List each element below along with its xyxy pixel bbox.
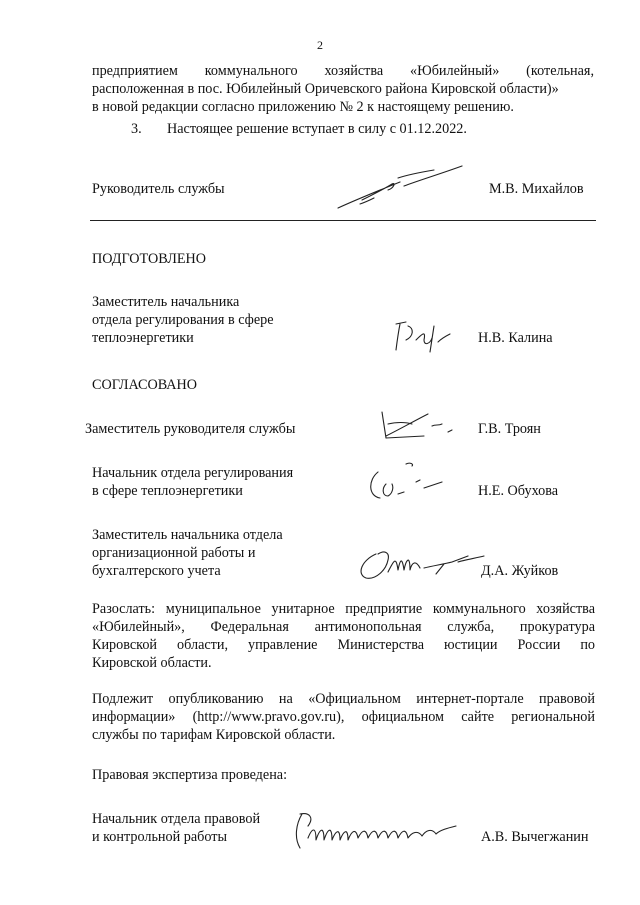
agreed-title-line: Заместитель начальника отдела <box>92 527 283 543</box>
prepared-heading: ПОДГОТОВЛЕНО <box>92 251 206 267</box>
kalina-signature <box>388 316 458 358</box>
item-number: 3. <box>131 121 142 137</box>
distribution-line: «Юбилейный», Федеральная антимонопольная служба, прокуратура <box>92 619 595 635</box>
paragraph-line: предприятием коммунального хозяйства «Юбилейный» (котельная, <box>92 63 594 79</box>
agreed-heading: СОГЛАСОВАНО <box>92 377 198 393</box>
head-signature <box>330 160 470 220</box>
troyan-signature <box>372 402 462 446</box>
publication-line: информации» (http://www.pravo.gov.ru), официальном сайте региональной <box>92 709 595 725</box>
prepared-title-line: теплоэнергетики <box>92 330 194 346</box>
vychegzhanin-signature <box>290 804 468 856</box>
head-name: М.В. Михайлов <box>489 181 584 197</box>
prepared-name: Н.В. Калина <box>478 330 553 346</box>
distribution-line: Разослать: муниципальное унитарное предприятие коммунального хозяйства <box>92 601 595 617</box>
agreed-title-line: бухгалтерского учета <box>92 563 221 579</box>
publication-line: службы по тарифам Кировской области. <box>92 727 336 743</box>
prepared-title-line: отдела регулирования в сфере <box>92 312 274 328</box>
agreed-title-line: Начальник отдела регулирования <box>92 465 294 481</box>
prepared-title-line: Заместитель начальника <box>92 294 240 310</box>
legal-head-title-line: Начальник отдела правовой <box>92 811 261 827</box>
legal-head-name: А.В. Вычегжанин <box>481 829 589 845</box>
agreed-title-line: в сфере теплоэнергетики <box>92 483 243 499</box>
agreed-title-line: Заместитель руководителя службы <box>85 421 296 437</box>
zhuikov-name: Д.А. Жуйков <box>481 563 559 579</box>
agreed-title-line: организационной работы и <box>92 545 256 561</box>
distribution-line: Кировской области. <box>92 655 212 671</box>
legal-review: Правовая экспертиза проведена: <box>92 767 288 783</box>
separator-line <box>90 220 596 221</box>
head-title: Руководитель службы <box>92 181 225 197</box>
paragraph-line: в новой редакции согласно приложению № 2 к настоящему решению. <box>92 99 514 115</box>
zhuikov-signature <box>348 540 488 584</box>
troyan-name: Г.В. Троян <box>478 421 541 437</box>
legal-head-title-line: и контрольной работы <box>92 829 227 845</box>
publication-line: Подлежит опубликованию на «Официальном интернет-портале правовой <box>92 691 595 707</box>
page-number: 2 <box>317 38 323 52</box>
obukhova-name: Н.Е. Обухова <box>478 483 559 499</box>
paragraph-line: расположенная в пос. Юбилейный Оричевского района Кировской области)» <box>92 81 559 97</box>
item-text: Настоящее решение вступает в силу с 01.12.2022. <box>167 121 467 137</box>
obukhova-signature <box>360 458 460 506</box>
distribution-line: Кировской области, управление Министерства юстиции России по <box>92 637 595 653</box>
